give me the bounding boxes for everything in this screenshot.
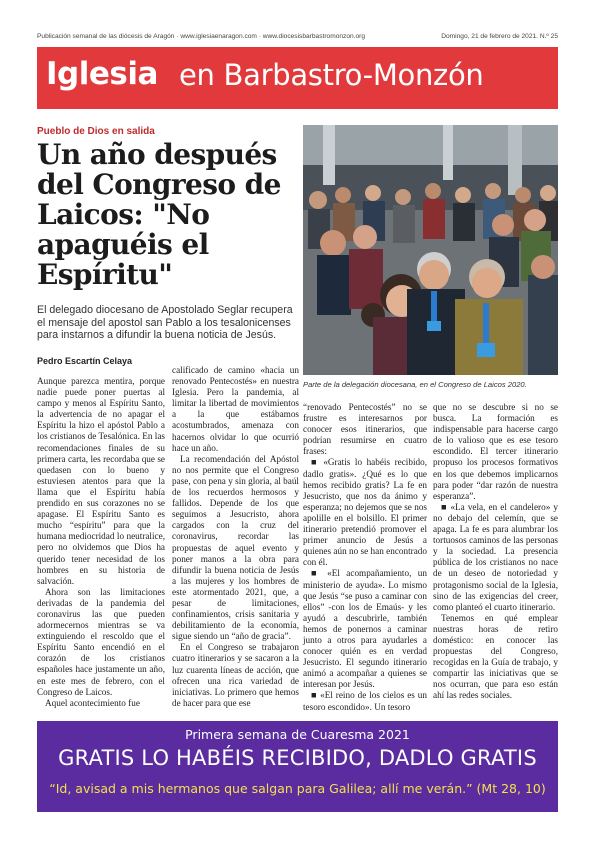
banner-subtitle: Primera semana de Cuaresma 2021 [185,727,410,742]
paragraph: calificado de camino «hacia un renovado Pentecostés» en nuestra Iglesia. Pero la pandemia, al limitar la libertad de movimientos a la que estábamos acostumbrados, amenaza con hacernos olvidar lo que ocurrió hace un año. [172,365,299,453]
section-kicker: Pueblo de Dios en salida [37,126,155,137]
photo-caption: Parte de la delegación diocesana, en el Congreso de Laicos 2020. [303,380,527,389]
banner-quote: “Id, avisad a mis hermanos que salgan para Galilea; allí me verán.” (Mt 28, 10) [49,781,546,796]
article-headline: Un año después del Congreso de Laicos: "No apaguéis el Espíritu" [37,138,281,291]
masthead [37,47,558,109]
article-column-1 [37,376,165,709]
banner-title: GRATIS LO HABÉIS RECIBIDO, DADLO GRATIS [58,746,537,770]
lent-banner [37,721,558,812]
paragraph: En el Congreso se trabajaron cuatro itinerarios y se sacaron a la luz cuarenta líneas de acción, que ofrecen una rica variedad de iniciativas. Lo primero que hemos de hacer para que ese [172,642,299,708]
paragraph: “renovado Pentecostés” no se frustre es interesarnos por conocer esos itinerarios, que podrían resumirse en cuatro frases: [303,402,427,457]
article-column-2 [172,365,299,709]
masthead-title-strong: Iglesia [46,56,158,92]
paragraph: Tenemos en qué emplear nuestras horas de retiro doméstico: en conocer las propuestas del Congreso, recogidas en la Guía de trabajo, y compartir las iniciativas que se nos ocurran, que para eso están ahí las redes sociales. [433,612,558,701]
article-lead: El delegado diocesano de Apostolado Seglar recupera el mensaje del apostol san Pablo a los tesalonicenses para instarnos a difundir la buena noticia de Jesús. [37,304,293,341]
publication-info-line [37,33,558,40]
paragraph: ■ «El reino de los cielos es un tesoro escondido». Un tesoro [303,690,427,712]
article-byline: Pedro Escartín Celaya [37,356,133,366]
paragraph: Aunque parezca mentira, porque nadie puede poner puertas al campo y menos al Espíritu Santo, la advertencia de no apagar el Espíritu la hizo el apóstol Pablo a los cristianos de Tesalónica. En las recomendaciones finales de su primera carta, les recordaba que se quedasen con lo bueno y estuviesen atentos para que la llama que el Espíritu había prendido en sus corazones no se apagase. El Espíritu Santo es mucho “espíritu” para que la humana mediocridad lo neutralice, pero no olvidemos que Dios ha querido tener necesidad de los hombres en su historia de salvación. [37,376,165,586]
paragraph: ■ «El acompañamiento, un ministerio de ayuda». Lo mismo que Jesús “se puso a caminar con ellos” -con los de Emaús- y les ayudó a descubrirle, también hemos de ponernos a caminar junto a otros para ayudarles a conocer quién es en verdad Jesucristo. El segundo itinerario animó a acompañar a quienes se interesan por Jesús. [303,568,427,690]
delegation-photo [303,125,558,375]
paragraph: Aquel acontecimiento fue [45,697,140,708]
publication-websites: Publicación semanal de las diócesis de Aragón · www.iglesiaenaragon.com · www.diocesisbarbastromonzon.org [37,33,366,40]
paragraph: La recomendación del Apóstol no nos permite que el Congreso pase, con pena y sin gloria, al baúl de los recuerdos hermosos y fallidos. Depende de los que seguimos a Jesucristo, ahora cargados con la cruz del coronavirus, recordar las propuestas de aquel evento y poner manos a la obra para difundir la buena noticia de Jesús a las mujeres y los hombres de este atormentado 2021, que, a pesar de limitaciones, confinamientos, crisis sanitaria y debilitamiento de la economía, sigue siendo un “año de gracia”. [172,453,299,642]
article-column-3 [303,402,427,713]
masthead-title-rest: en Barbastro-Monzón [179,58,484,92]
article-column-4 [433,402,558,702]
congress-crowd-image [303,125,558,375]
paragraph: Ahora son las limitaciones derivadas de la pandemia del coronavirus las que pueden adormecernos mientras se va extinguiendo el rescoldo que el Espíritu Santo encendió en el corazón de los cristianos españoles hace justamente un año, en este mes de febrero, con el Congreso de Laicos. [37,586,165,697]
paragraph: ■ «Gratis lo habéis recibido, dadlo gratis». ¿Qué es lo que hemos recibido gratis? La fe en Jesucristo, que nos da ánimo y esperanza; no dejemos que se nos apolille en el bolsillo. El primer itinerario pretendió promover el primer anuncio de Jesús a quienes aún no se han encontrado con él. [303,457,427,568]
paragraph: que no se descubre si no se busca. La formación es indispensable para hacerse cargo de lo valioso que es ese tesoro escondido. El tercer itinerario propuso los procesos formativos en los que debemos implicarnos para poder “dar razón de nuestra esperanza”. [433,402,558,501]
issue-date: Domingo, 21 de febrero de 2021. N.º 25 [441,33,558,40]
paragraph: ■ «La vela, en el candelero» y no debajo del celemín, que se apaga. La fe es para alumbrar los tortuosos caminos de las personas y la sociedad. La presencia pública de los cristianos no nace de un deseo de notoriedad y protagonismo social de la Iglesia, sino de las exigencias del creer, como planteó el cuarto itinerario. [433,501,558,612]
